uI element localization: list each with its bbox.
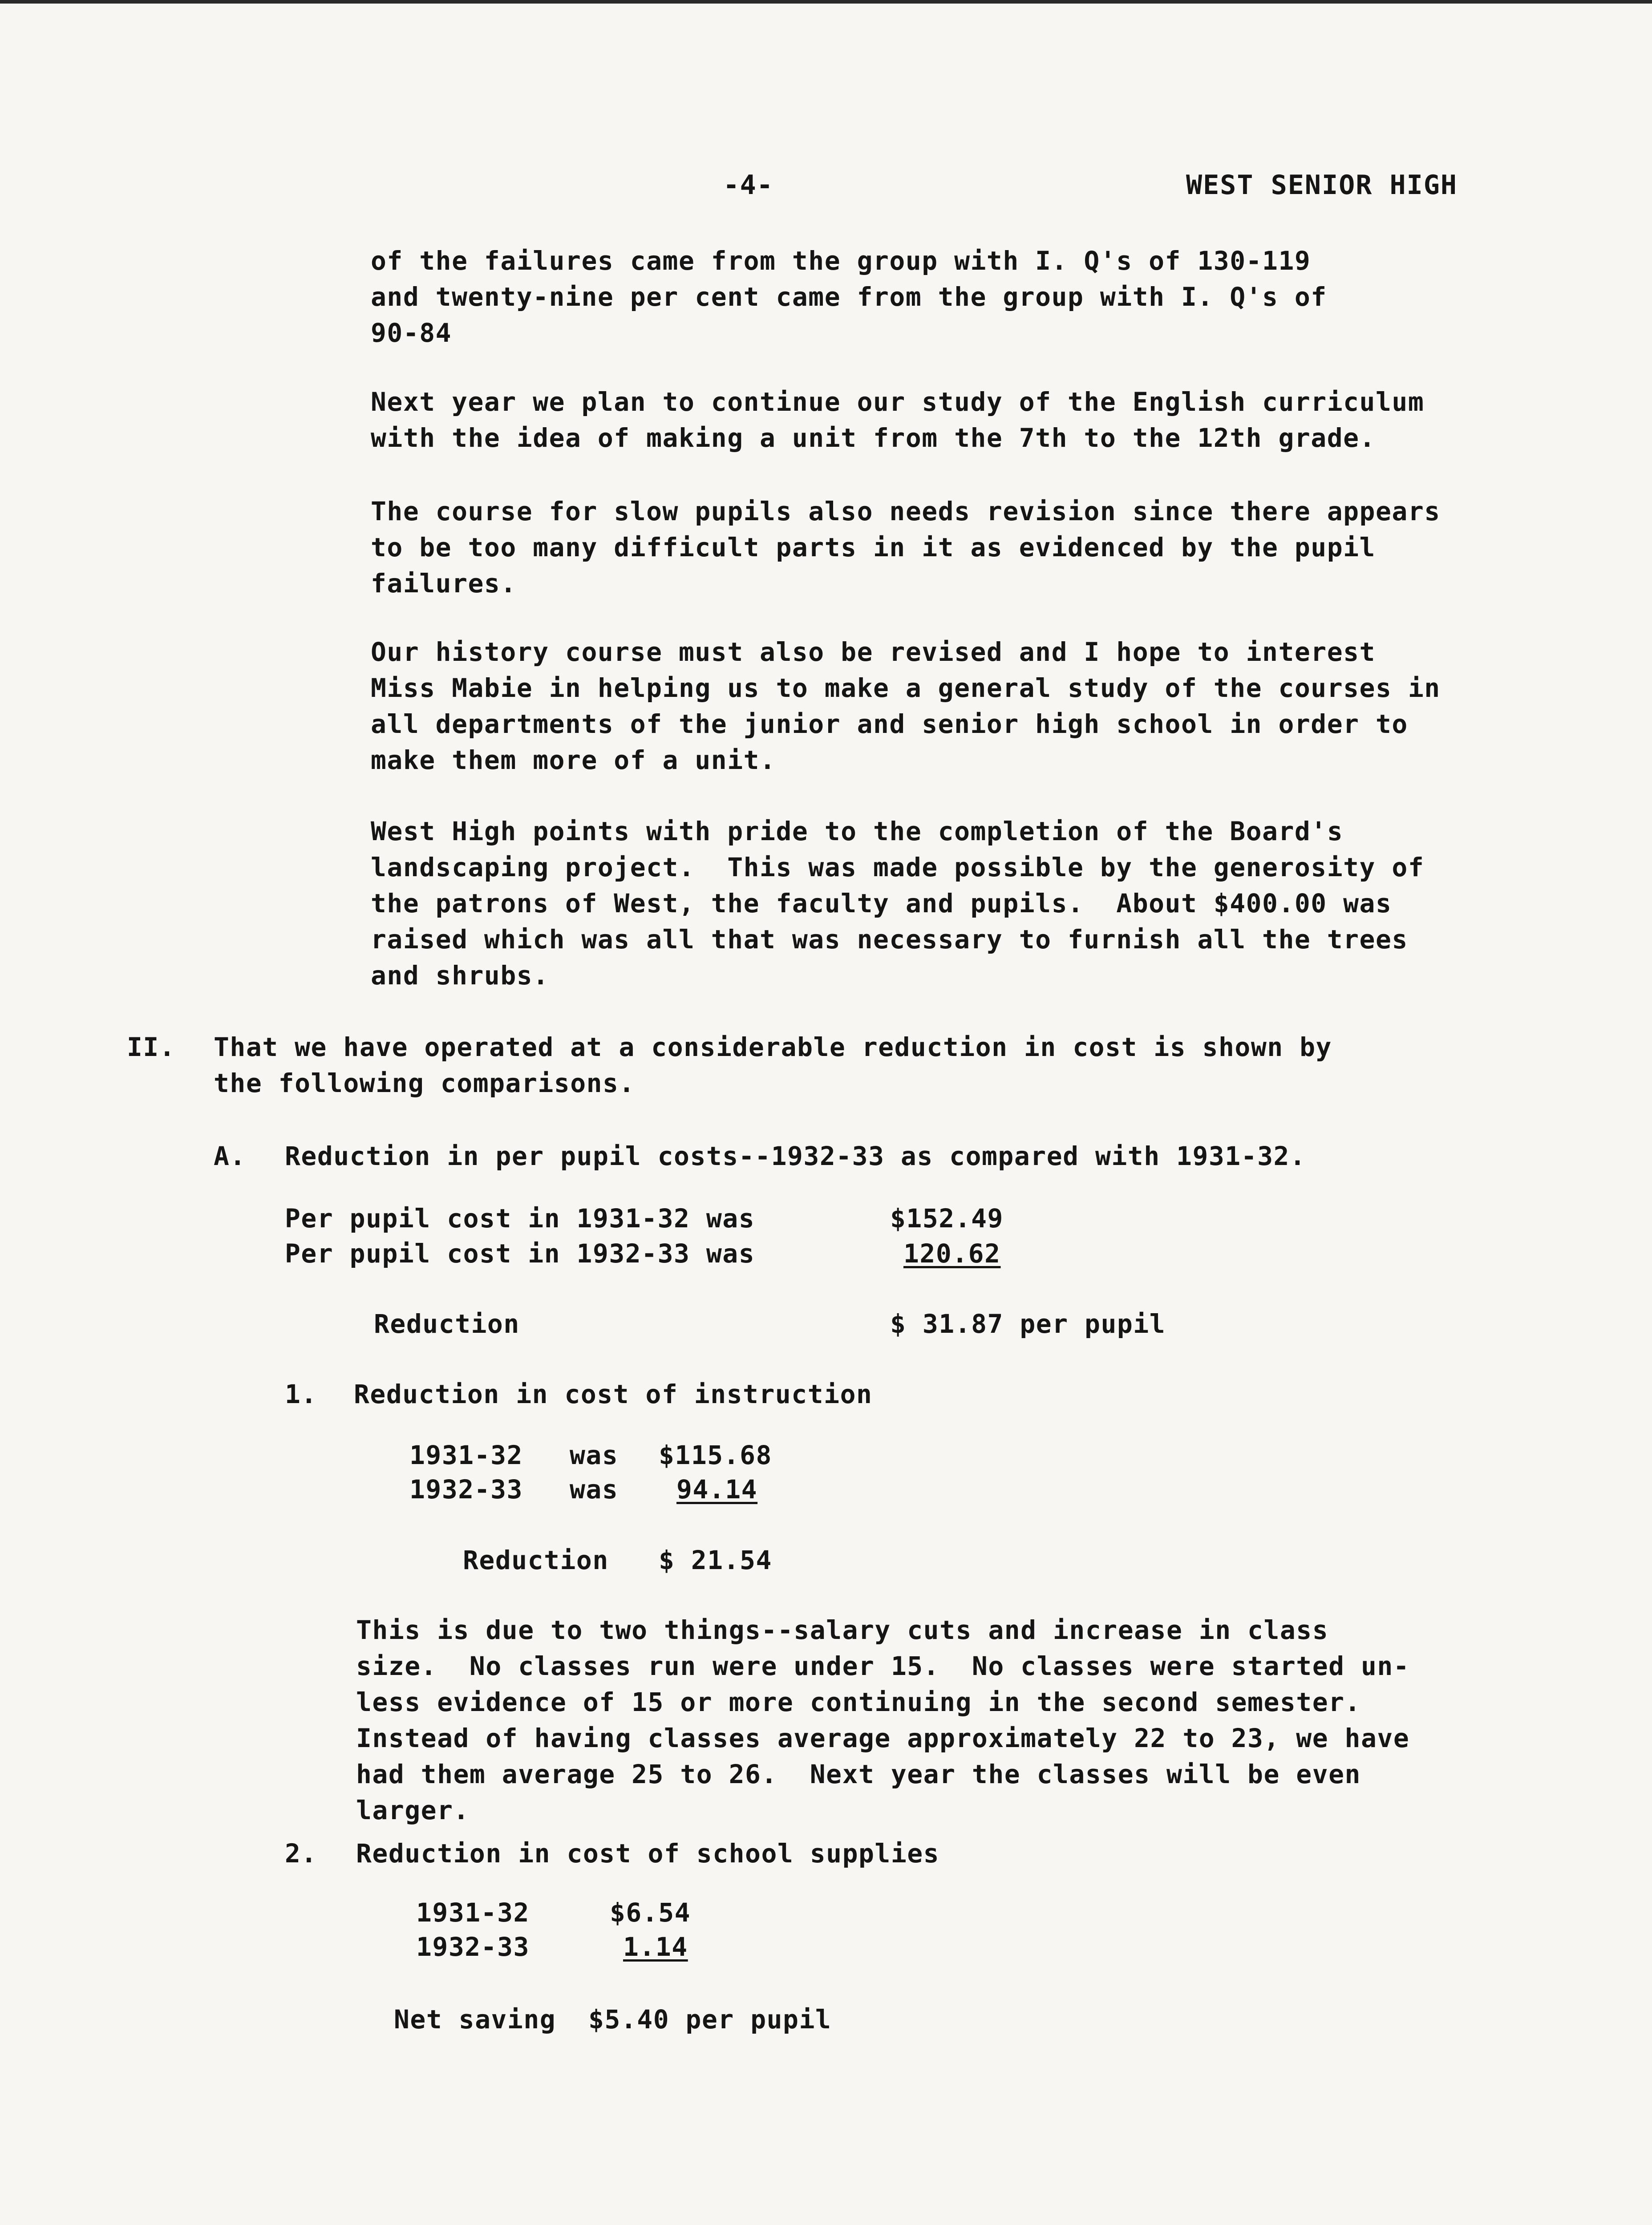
instruction-1931-year: 1931-32: [409, 1440, 523, 1470]
net-saving-line: Net saving $5.40 per pupil: [394, 2004, 832, 2035]
english-line-1: Next year we plan to continue our study of the English curriculum: [371, 387, 1425, 417]
explanation-line-6: larger.: [356, 1795, 470, 1825]
history-line-1: Our history course must also be revised and I hope to interest: [371, 637, 1376, 667]
instruction-1931-was: was: [570, 1440, 619, 1470]
landscaping-line-4: raised which was all that was necessary to furnish all the trees: [371, 924, 1408, 955]
per-pupil-cost-1932-label: Per pupil cost in 1932-33 was: [285, 1238, 755, 1269]
item-2-heading: Reduction in cost of school supplies: [356, 1838, 940, 1869]
per-pupil-reduction-value: $ 31.87 per pupil: [890, 1309, 1166, 1339]
explanation-line-5: had them average 25 to 26. Next year the classes will be even: [356, 1759, 1361, 1789]
landscaping-line-1: West High points with pride to the completion of the Board's: [371, 816, 1344, 846]
history-line-3: all departments of the junior and senior high school in order to: [371, 709, 1408, 739]
failures-line-1: of the failures came from the group with I. Q's of 130-119: [371, 246, 1311, 276]
item-1-heading: Reduction in cost of instruction: [354, 1379, 873, 1409]
instruction-reduction-value: $ 21.54: [659, 1545, 772, 1575]
history-line-2: Miss Mabie in helping us to make a general study of the courses in: [371, 673, 1441, 703]
landscaping-line-5: and shrubs.: [371, 960, 549, 991]
per-pupil-cost-1931-value: $152.49: [890, 1203, 1004, 1234]
failures-line-3: 90-84: [371, 318, 452, 348]
instruction-1932-year: 1932-33: [409, 1474, 523, 1505]
explanation-line-4: Instead of having classes average approximately 22 to 23, we have: [356, 1723, 1410, 1753]
section-two-line-1: That we have operated at a considerable reduction in cost is shown by: [214, 1032, 1332, 1062]
slow-pupils-line-3: failures.: [371, 568, 517, 599]
instruction-reduction-label: Reduction: [463, 1545, 609, 1575]
per-pupil-cost-1932-value: 120.62: [903, 1238, 1001, 1269]
english-line-2: with the idea of making a unit from the 7th to the 12th grade.: [371, 423, 1376, 453]
per-pupil-cost-1931-label: Per pupil cost in 1931-32 was: [285, 1203, 755, 1234]
explanation-line-3: less evidence of 15 or more continuing in the second semester.: [356, 1687, 1361, 1717]
landscaping-line-2: landscaping project. This was made possible by the generosity of: [371, 852, 1425, 882]
explanation-line-2: size. No classes run were under 15. No classes were started un-: [356, 1651, 1410, 1681]
supplies-1931-value: $6.54: [610, 1897, 691, 1928]
page-top-edge: [0, 0, 1652, 4]
slow-pupils-line-2: to be too many difficult parts in it as evidenced by the pupil: [371, 532, 1376, 562]
landscaping-line-3: the patrons of West, the faculty and pupils. About $400.00 was: [371, 888, 1392, 918]
section-two-numeral: II.: [127, 1032, 176, 1062]
subsection-a-heading: Reduction in per pupil costs--1932-33 as compared with 1931-32.: [285, 1141, 1306, 1171]
supplies-1932-year: 1932-33: [416, 1932, 530, 1962]
supplies-1931-year: 1931-32: [416, 1897, 530, 1928]
item-2-number: 2.: [285, 1838, 317, 1869]
failures-line-2: and twenty-nine per cent came from the group with I. Q's of: [371, 282, 1327, 312]
instruction-1932-value: 94.14: [676, 1474, 758, 1505]
subsection-a-label: A.: [214, 1141, 246, 1171]
instruction-1931-value: $115.68: [659, 1440, 772, 1470]
supplies-1932-value: 1.14: [623, 1932, 688, 1962]
explanation-line-1: This is due to two things--salary cuts and increase in class: [356, 1615, 1329, 1645]
item-1-number: 1.: [285, 1379, 317, 1409]
per-pupil-reduction-label: Reduction: [374, 1309, 520, 1339]
page-number: -4-: [723, 170, 773, 201]
slow-pupils-line-1: The course for slow pupils also needs revision since there appears: [371, 496, 1441, 526]
school-name-header: WEST SENIOR HIGH: [1186, 170, 1458, 201]
instruction-1932-was: was: [570, 1474, 619, 1505]
history-line-4: make them more of a unit.: [371, 745, 776, 775]
section-two-line-2: the following comparisons.: [214, 1068, 635, 1098]
